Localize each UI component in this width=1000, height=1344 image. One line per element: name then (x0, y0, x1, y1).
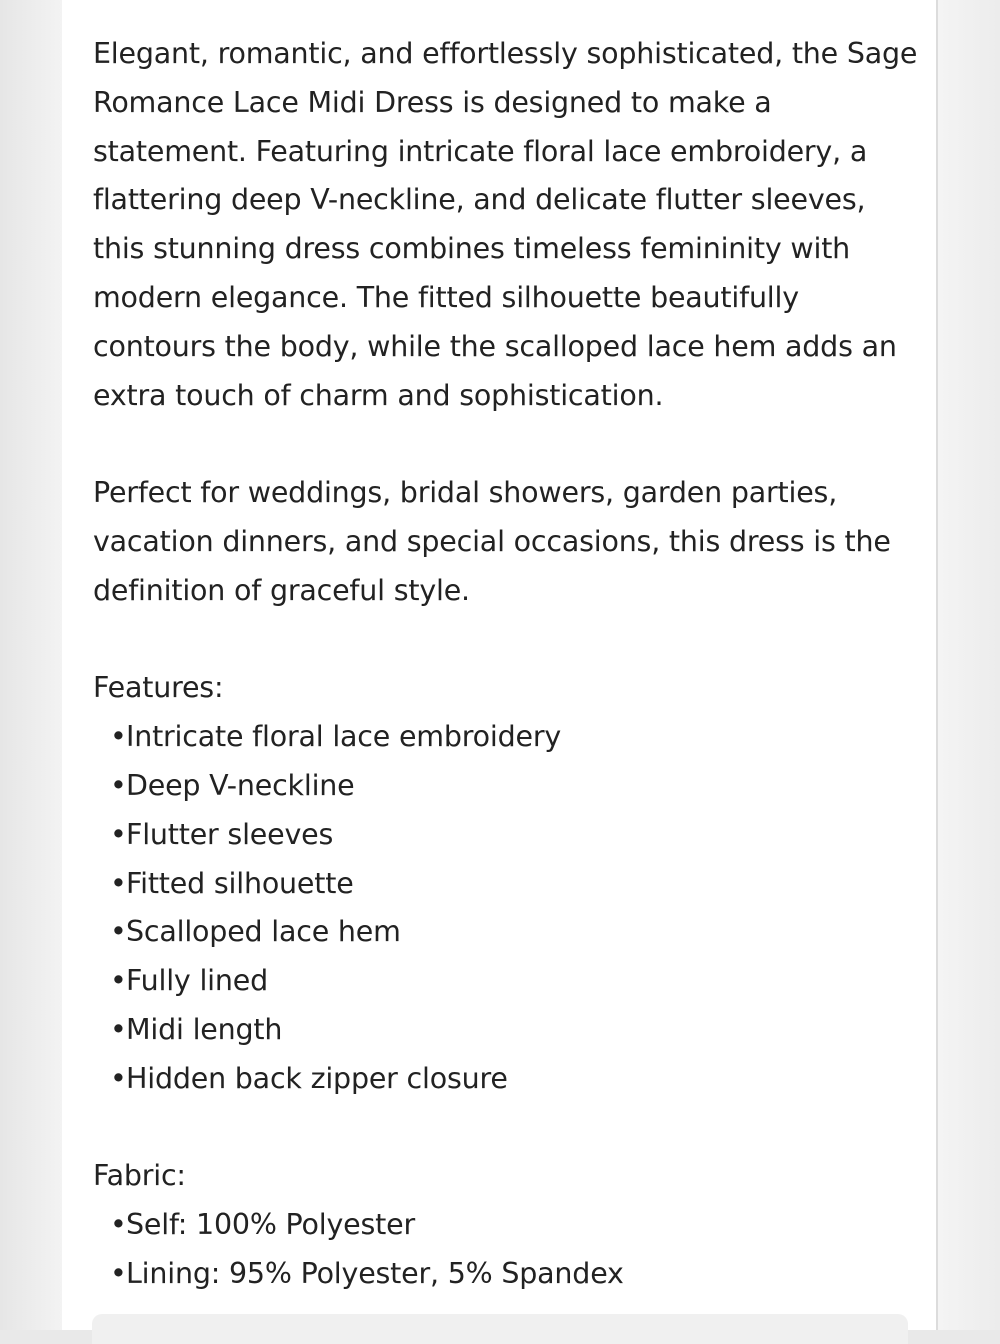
fabric-text: Self: 100% Polyester (126, 1208, 415, 1242)
fabric-heading: Fabric: (93, 1159, 186, 1193)
list-item (110, 762, 923, 811)
paragraph-spacer (93, 420, 923, 469)
bullet-icon: • (110, 915, 127, 949)
description-paragraph-1: Elegant, romantic, and effortlessly sophisticated, the Sage Romance Lace Midi Dress is designed to make a statement. Featuring intricate floral lace embroidery, a flattering deep V-neckline, and delicate flutter sleeves, this stunning dress combines timeless femininity with modern elegance. The fitted silhouette beautifully contours the body, while the scalloped lace hem adds an extra touch of charm and sophistication. (93, 37, 918, 412)
features-heading: Features: (93, 671, 224, 705)
fabric-list (93, 1201, 923, 1299)
feature-text: Scalloped lace hem (126, 915, 401, 949)
list-item (110, 860, 923, 909)
list-item (110, 957, 923, 1006)
feature-text: Flutter sleeves (126, 817, 334, 851)
fabric-text: Lining: 95% Polyester, 5% Spandex (126, 1256, 624, 1290)
list-item (110, 1250, 923, 1299)
list-item (110, 1006, 923, 1055)
paragraph-spacer (93, 1104, 923, 1153)
list-item (110, 908, 923, 957)
feature-text: Intricate floral lace embroidery (126, 720, 562, 754)
description-paragraph-2: Perfect for weddings, bridal showers, garden parties, vacation dinners, and special occasions, this dress is the definition of graceful style. (93, 476, 891, 607)
list-item (110, 1055, 923, 1104)
right-gutter (938, 0, 1000, 1330)
bullet-icon: • (110, 964, 127, 998)
feature-text: Hidden back zipper closure (126, 1061, 508, 1095)
list-item (110, 1201, 923, 1250)
description-panel (62, 0, 938, 1330)
feature-text: Midi length (126, 1012, 283, 1046)
item-description (93, 30, 923, 1299)
list-item (110, 713, 923, 762)
left-gutter (0, 0, 62, 1330)
list-item (110, 811, 923, 860)
bullet-icon: • (110, 817, 127, 851)
bullet-icon: • (110, 1256, 127, 1290)
bullet-icon: • (110, 1012, 127, 1046)
feature-text: Fully lined (126, 964, 268, 998)
feature-text: Fitted silhouette (126, 866, 354, 900)
bullet-icon: • (110, 1208, 127, 1242)
bullet-icon: • (110, 768, 127, 802)
features-list (93, 713, 923, 1103)
bullet-icon: • (110, 1061, 127, 1095)
paragraph-spacer (93, 616, 923, 665)
bullet-icon: • (110, 720, 127, 754)
feature-text: Deep V-neckline (126, 768, 355, 802)
bullet-icon: • (110, 866, 127, 900)
next-section-card (92, 1314, 908, 1344)
